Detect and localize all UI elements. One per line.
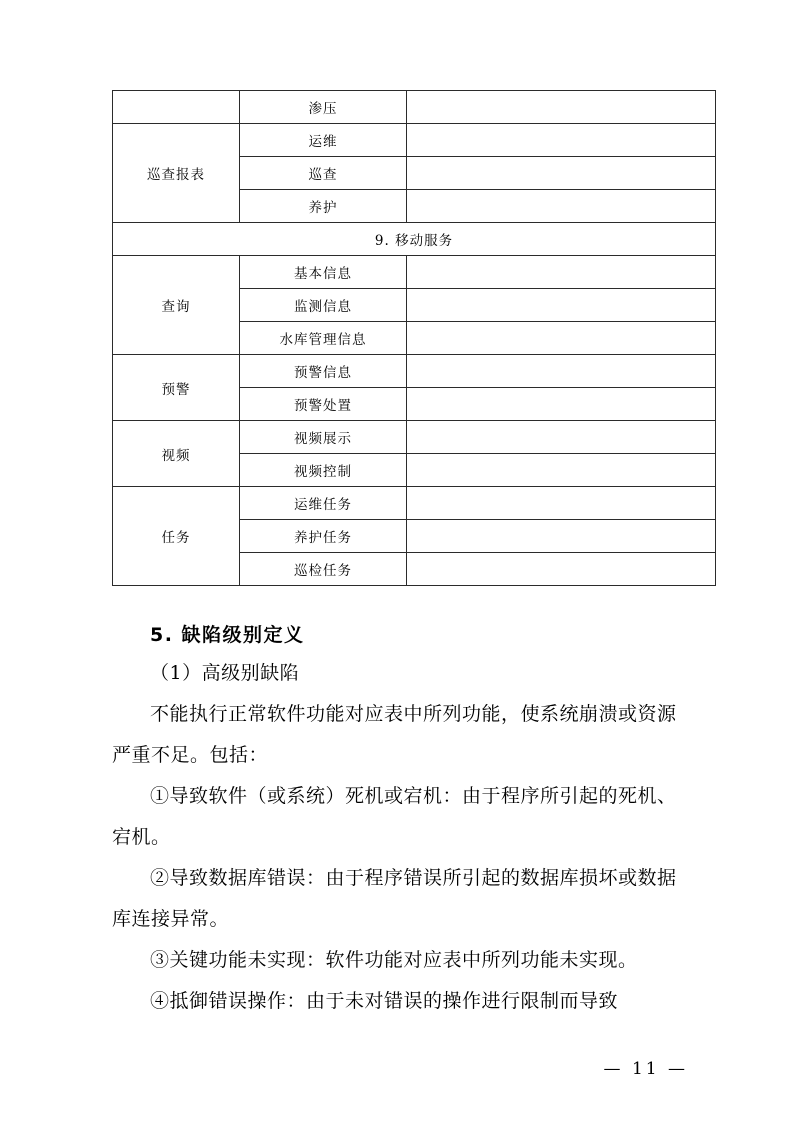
table-cell-item: 运维: [240, 124, 407, 157]
table-section-label: 9. 移动服务: [113, 223, 716, 256]
table-cell-item: 渗压: [240, 91, 407, 124]
table-cell-item: 水库管理信息: [240, 322, 407, 355]
table-row: [113, 124, 716, 157]
table-cell-note: [407, 124, 716, 157]
sub-heading: （1）高级别缺陷: [150, 662, 300, 684]
section-heading: 5. 缺陷级别定义: [150, 624, 305, 646]
table-body: [113, 91, 716, 586]
table-cell-note: [407, 487, 716, 520]
table-cell-group: [113, 91, 240, 124]
table-cell-note: [407, 421, 716, 454]
table-cell-note: [407, 190, 716, 223]
table-cell-item: 运维任务: [240, 487, 407, 520]
paragraph-3: ②导致数据库错误：由于程序错误所引起的数据库损坏或数据库连接异常。: [112, 867, 677, 930]
table-cell-note: [407, 520, 716, 553]
table-cell-note: [407, 289, 716, 322]
table-cell-item: 视频控制: [240, 454, 407, 487]
paragraph-1: 不能执行正常软件功能对应表中所列功能，使系统崩溃或资源严重不足。包括：: [112, 703, 677, 766]
table-section-row: [113, 223, 716, 256]
table-cell-item: 视频展示: [240, 421, 407, 454]
table-row: [113, 91, 716, 124]
table-row: [113, 421, 716, 454]
table-cell-note: [407, 91, 716, 124]
table-row: [113, 487, 716, 520]
paragraph-5: ④抵御错误操作：由于未对错误的操作进行限制而导致: [150, 990, 619, 1012]
page-number: — 11 —: [603, 1059, 688, 1079]
table-cell-note: [407, 388, 716, 421]
table-cell-group: 视频: [113, 421, 240, 487]
paragraph-4: ③关键功能未实现：软件功能对应表中所列功能未实现。: [150, 949, 638, 971]
table-cell-group: 巡查报表: [113, 124, 240, 223]
function-spec-table: [112, 90, 716, 586]
table-cell-item: 巡查: [240, 157, 407, 190]
paragraph-2: ①导致软件（或系统）死机或宕机：由于程序所引起的死机、宕机。: [112, 785, 677, 848]
table-cell-note: [407, 256, 716, 289]
table-cell-item: 巡检任务: [240, 553, 407, 586]
table-cell-item: 预警信息: [240, 355, 407, 388]
table-cell-note: [407, 322, 716, 355]
table-cell-group: 任务: [113, 487, 240, 586]
table-cell-item: 监测信息: [240, 289, 407, 322]
table-cell-note: [407, 454, 716, 487]
table-cell-group: 查询: [113, 256, 240, 355]
table-cell-note: [407, 355, 716, 388]
table-row: [113, 355, 716, 388]
table-cell-item: 基本信息: [240, 256, 407, 289]
table-cell-group: 预警: [113, 355, 240, 421]
table-cell-item: 养护任务: [240, 520, 407, 553]
table-cell-note: [407, 157, 716, 190]
table-cell-item: 养护: [240, 190, 407, 223]
table-row: [113, 256, 716, 289]
table-cell-note: [407, 553, 716, 586]
table-cell-item: 预警处置: [240, 388, 407, 421]
